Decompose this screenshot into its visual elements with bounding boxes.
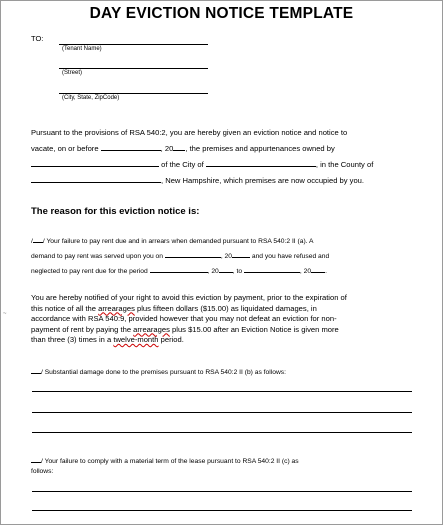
document-title: DAY EVICTION NOTICE TEMPLATE	[89, 5, 354, 22]
avoid-line-2: this notice of all the arrearages plus fifteen dollars ($15.00) as liquidated damages, in	[31, 303, 317, 313]
city-state-zip-label: (City, State, ZipCode)	[62, 95, 120, 101]
county-blank[interactable]	[31, 174, 161, 183]
period-start-year-blank[interactable]	[219, 264, 233, 273]
vacate-year-blank[interactable]	[173, 142, 185, 151]
nonpayment-checkbox-blank[interactable]	[33, 234, 43, 243]
intro-line-1: Pursuant to the provisions of RSA 540:2, you are hereby given an eviction notice and notice to	[31, 128, 348, 137]
intro-line-4: , New Hampshire, which premises are now occupied by you.	[31, 173, 415, 189]
reason-heading: The reason for this eviction notice is:	[31, 206, 200, 217]
damage-answer-line-1[interactable]	[32, 391, 412, 392]
damage-line: / Substantial damage done to the premises pursuant to RSA 540:2 II (b) as follows:	[31, 365, 415, 378]
demand-year-blank[interactable]	[232, 249, 250, 258]
street-label: (Street)	[62, 70, 83, 76]
avoid-line-4: payment of rent by paying the arrearages plus $15.00 after an Eviction Notice is given more	[31, 324, 339, 334]
margin-mark: ~	[3, 311, 7, 317]
lease-answer-line-1[interactable]	[32, 491, 412, 492]
owner-name-blank[interactable]	[31, 158, 159, 167]
period-end-blank[interactable]	[244, 264, 300, 273]
avoid-line-1: You are hereby notified of your right to avoid this eviction by payment, prior to the expiration of	[31, 293, 347, 302]
nonpayment-paragraph	[31, 234, 413, 279]
intro-line-2: vacate, on or before , 20 , the premises and appurtenances owned by	[31, 144, 335, 153]
lease-answer-line-2[interactable]	[32, 510, 412, 511]
lease-line-1: / Your failure to comply with a material term of the lease pursuant to RSA 540:2 II (c) as	[31, 454, 415, 467]
lease-line-2: follows:	[31, 468, 54, 475]
right-to-avoid-paragraph	[31, 293, 415, 346]
damage-answer-line-3[interactable]	[32, 432, 412, 433]
damage-answer-line-2[interactable]	[32, 412, 412, 413]
lease-checkbox-blank[interactable]	[31, 454, 41, 463]
lease-paragraph	[31, 454, 415, 477]
damage-checkbox-blank[interactable]	[31, 365, 41, 374]
city-state-zip-line[interactable]	[59, 93, 208, 94]
intro-paragraph	[31, 125, 415, 189]
avoid-line-3: accordance with RSA 540:9, provided however that you may not defeat an eviction for non-	[31, 314, 337, 323]
street-line[interactable]	[59, 68, 208, 69]
vacate-date-blank[interactable]	[101, 142, 161, 151]
intro-line-3: of the City of , in the County of	[31, 157, 415, 173]
tenant-name-label: (Tenant Name)	[62, 46, 102, 52]
damage-paragraph	[31, 365, 415, 378]
city-blank[interactable]	[206, 158, 316, 167]
tenant-name-line[interactable]	[59, 44, 208, 45]
to-label: TO:	[31, 34, 44, 43]
avoid-line-5: than three (3) times in a twelve-month period.	[31, 335, 184, 344]
nonpayment-line-3: neglected to pay rent due for the period , 20 , to , 20 .	[31, 264, 413, 279]
demand-date-blank[interactable]	[165, 249, 221, 258]
nonpayment-line-1: / / Your failure to pay rent due and in arrears when demanded pursuant to RSA 540:2 II (a). A	[31, 234, 413, 249]
period-start-blank[interactable]	[150, 264, 208, 273]
nonpayment-line-2: demand to pay rent was served upon you on , 20 and you have refused and	[31, 249, 413, 264]
period-end-year-blank[interactable]	[311, 264, 325, 273]
